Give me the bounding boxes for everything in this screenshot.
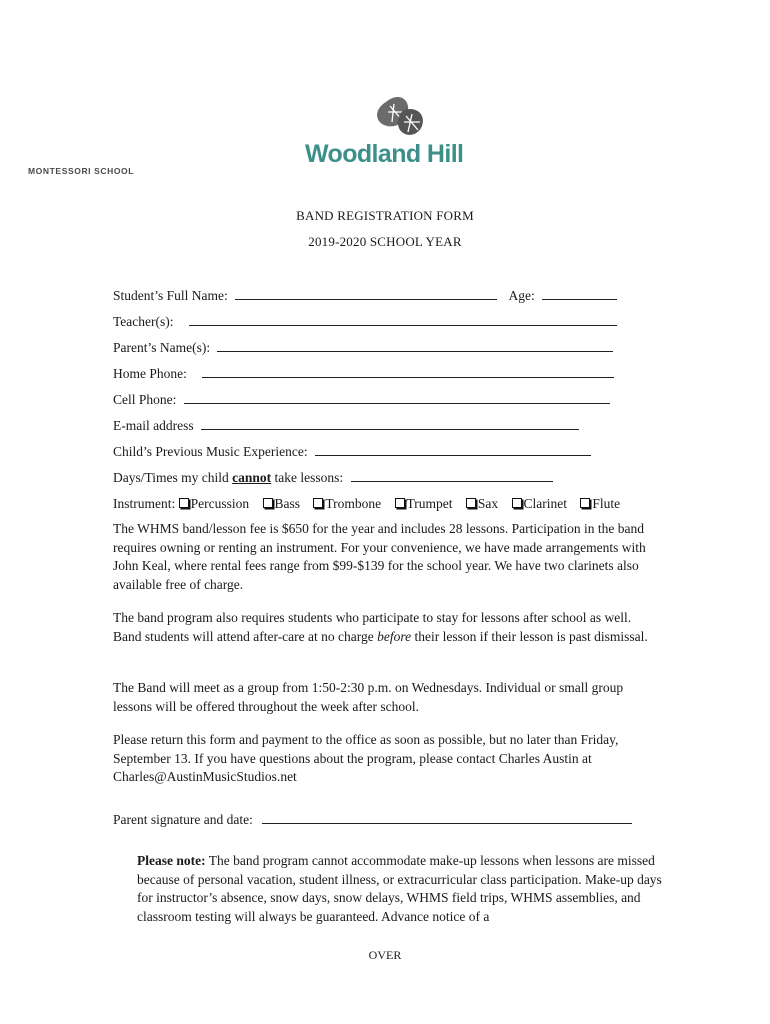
age-label: Age:	[508, 288, 535, 303]
aftercare-paragraph	[113, 609, 658, 646]
school-year: 2019-2020 SCHOOL YEAR	[308, 234, 462, 249]
student-name-field[interactable]	[235, 286, 497, 300]
checkbox-sax[interactable]	[466, 496, 498, 512]
home-phone-label: Home Phone:	[113, 366, 187, 381]
checkbox-flute[interactable]	[580, 496, 620, 512]
days-field[interactable]	[351, 468, 553, 482]
teacher-field[interactable]	[189, 312, 617, 326]
days-label-suffix: take lessons:	[274, 470, 344, 485]
checkbox-trombone[interactable]	[313, 496, 381, 512]
option-label: Percussion	[190, 496, 250, 511]
checkbox-icon	[313, 498, 323, 508]
please-note	[137, 852, 672, 926]
instrument-row	[113, 496, 620, 512]
signature-label: Parent signature and date:	[113, 812, 253, 827]
option-label: Trumpet	[406, 496, 453, 511]
fee-paragraph: The WHMS band/lesson fee is $650 for the year and includes 28 lessons. Participation in the band requires owning or renting an instrument. For your convenience, we have made arrangements with John Keal, where rental fees range from $99-$139 for the school year. We have two clarinets also available free of charge.	[113, 521, 646, 592]
days-row	[113, 468, 553, 486]
checkbox-clarinet[interactable]	[512, 496, 568, 512]
schedule-paragraph: The Band will meet as a group from 1:50-2:30 p.m. on Wednesdays. Individual or small group lessons will be offered throughout the week after school.	[113, 680, 624, 714]
aftercare-emphasis: before	[377, 628, 412, 644]
student-name-label: Student’s Full Name:	[113, 288, 228, 303]
aftercare-text: The band program also requires students who participate to stay for lessons after school as well. Band students will attend after-care at no charge	[113, 610, 632, 644]
checkbox-icon	[466, 498, 476, 508]
parent-row	[113, 338, 613, 356]
instrument-label: Instrument:	[113, 496, 176, 511]
email-label: E-mail address	[113, 418, 194, 433]
checkbox-icon	[580, 498, 590, 508]
aftercare-text-end: their lesson if their lesson is past dismissal.	[411, 628, 648, 644]
parent-label: Parent’s Name(s):	[113, 340, 211, 355]
email-row	[113, 416, 579, 434]
leaf-logo-icon	[368, 94, 428, 142]
note-lead: Please note:	[137, 853, 206, 868]
over-label: OVER	[368, 948, 402, 962]
checkbox-icon	[263, 498, 273, 508]
option-label: Bass	[274, 496, 301, 511]
cell-phone-field[interactable]	[184, 390, 610, 404]
experience-field[interactable]	[315, 442, 591, 456]
experience-row	[113, 442, 591, 460]
home-phone-field[interactable]	[202, 364, 614, 378]
option-label: Sax	[477, 496, 499, 511]
cell-phone-row	[113, 390, 610, 408]
email-field[interactable]	[201, 416, 579, 430]
checkbox-icon	[179, 498, 189, 508]
signature-field[interactable]	[262, 810, 632, 824]
form-title: BAND REGISTRATION FORM	[296, 208, 474, 223]
return-paragraph: Please return this form and payment to the office as soon as possible, but no later than Friday, September 13. If you have questions about the program, please contact Charles Austin at Charles@AustinMusicStudios.net	[113, 732, 619, 784]
option-label: Flute	[592, 496, 621, 511]
experience-label: Child’s Previous Music Experience:	[113, 444, 308, 459]
home-phone-row	[113, 364, 614, 382]
school-name: Woodland Hill	[305, 140, 464, 168]
teacher-label: Teacher(s):	[113, 314, 174, 329]
parent-field[interactable]	[217, 338, 613, 352]
note-text: The band program cannot accommodate make-up lessons when lessons are missed because of personal vacation, student illness, or extracurricular class participation. Make-up days for instructor’s absence, snow days, snow delays, WHMS field trips, WHMS assemblies, and classroom testing will always be guaranteed. Advance notice of a	[137, 853, 662, 924]
option-label: Trombone	[325, 496, 382, 511]
school-subtitle: MONTESSORI SCHOOL	[28, 166, 135, 176]
checkbox-trumpet[interactable]	[395, 496, 453, 512]
signature-row	[113, 810, 632, 828]
checkbox-bass[interactable]	[263, 496, 301, 512]
days-label-emphasis: cannot	[232, 470, 272, 485]
checkbox-icon	[395, 498, 405, 508]
teacher-row	[113, 312, 617, 330]
checkbox-icon	[512, 498, 522, 508]
age-field[interactable]	[542, 286, 617, 300]
student-name-row	[113, 286, 617, 304]
days-label-prefix: Days/Times my child	[113, 470, 229, 485]
option-label: Clarinet	[523, 496, 568, 511]
checkbox-percussion[interactable]	[179, 496, 250, 512]
cell-phone-label: Cell Phone:	[113, 392, 177, 407]
